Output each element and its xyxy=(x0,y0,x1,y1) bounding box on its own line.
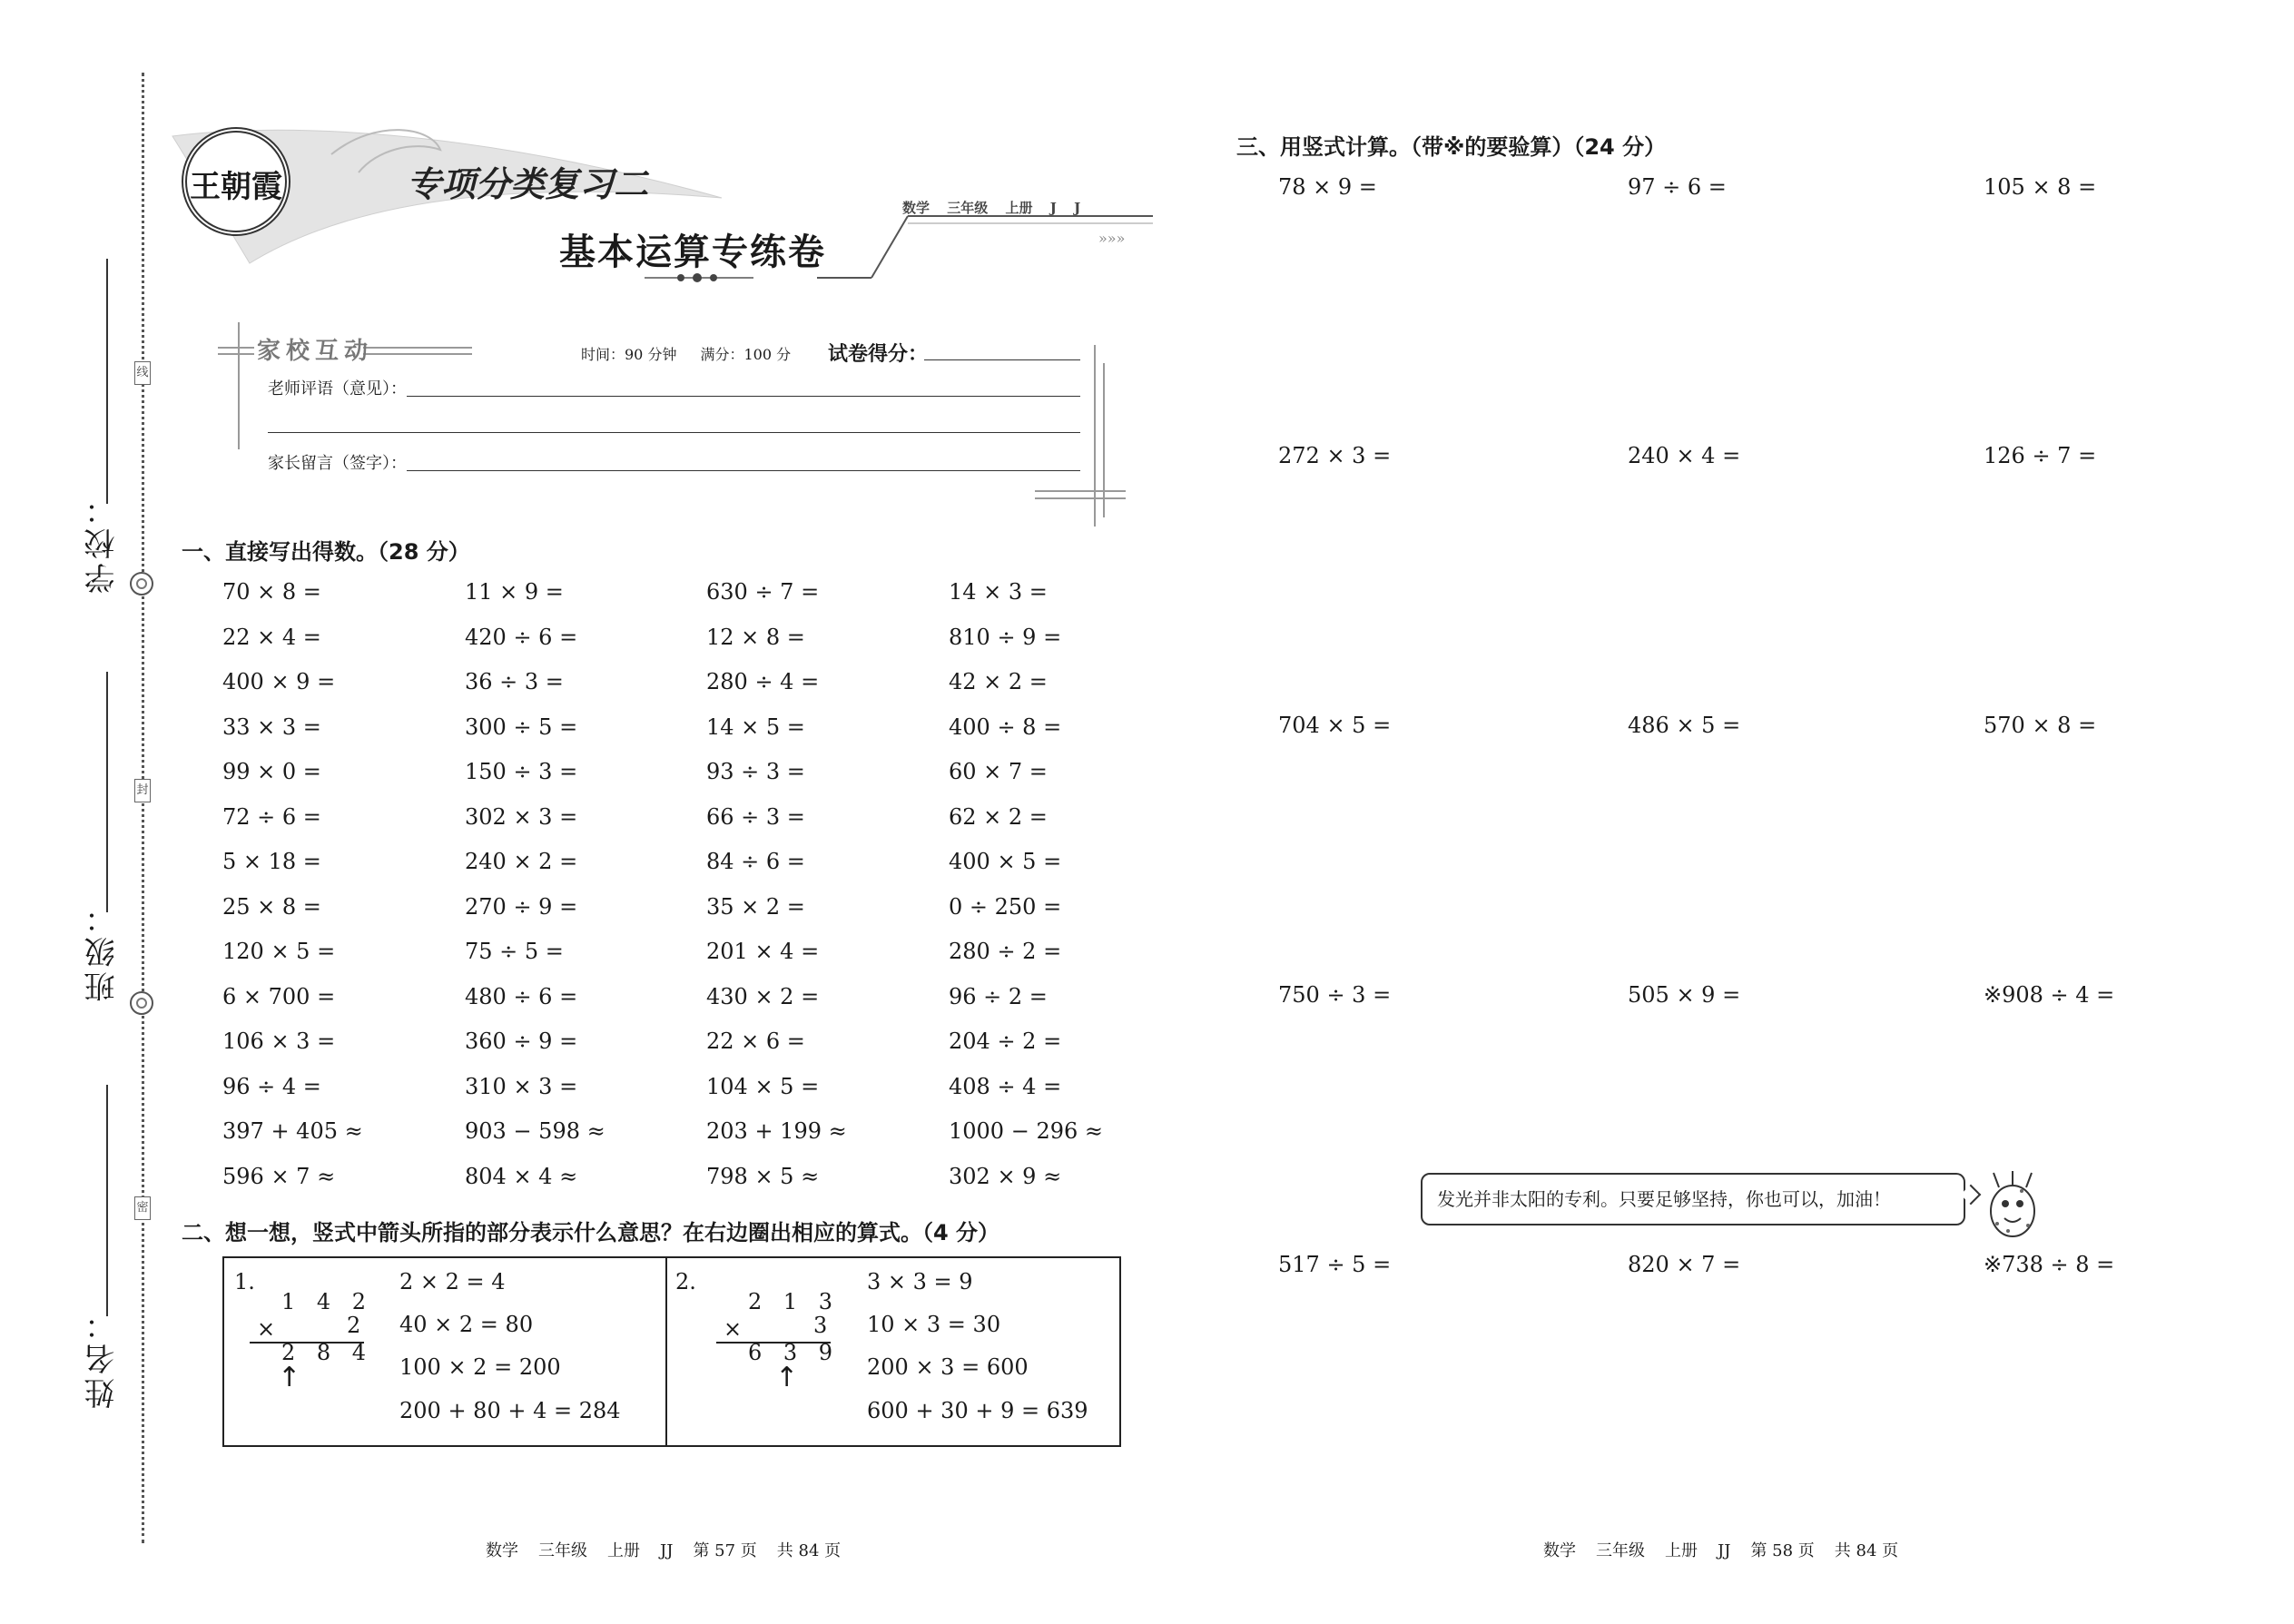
problem-item: 798 × 5 ≈ xyxy=(706,1164,820,1189)
score-label: 试卷得分： xyxy=(828,342,929,366)
parent-comment-blank[interactable] xyxy=(407,470,1080,471)
vertical-calc-problem: 78 × 9 = xyxy=(1278,174,1377,200)
problem2-number: 2. xyxy=(675,1269,696,1294)
problem-item: 35 × 2 = xyxy=(706,894,805,920)
problem-item: 1000 − 296 ≈ xyxy=(949,1118,1103,1144)
problem1-number: 1. xyxy=(234,1269,255,1294)
brand-logo xyxy=(182,127,290,236)
school-blank xyxy=(106,259,108,504)
problem1-multiplier: 2 xyxy=(347,1313,361,1338)
problem2-sign: × xyxy=(724,1316,743,1342)
logo-text: 王朝霞 xyxy=(190,169,282,205)
mascot-icon xyxy=(1981,1169,2044,1240)
problem-item: 280 ÷ 2 = xyxy=(949,939,1062,964)
problem-item: 480 ÷ 6 = xyxy=(465,984,578,1009)
problem-item: 203 + 199 ≈ xyxy=(706,1118,847,1144)
problem-item: 400 ÷ 8 = xyxy=(949,714,1062,740)
vertical-calc-problem: 126 ÷ 7 = xyxy=(1984,443,2097,468)
problem-item: 22 × 6 = xyxy=(706,1029,805,1054)
problem-item: 302 × 9 ≈ xyxy=(949,1164,1062,1189)
problem-item: 630 ÷ 7 = xyxy=(706,579,820,605)
problem-item: 99 × 0 = xyxy=(222,759,321,784)
problem2-multiplier: 3 xyxy=(813,1313,828,1338)
panel-rule xyxy=(1035,497,1126,499)
problem-item: 14 × 5 = xyxy=(706,714,805,740)
problem-item: 360 ÷ 9 = xyxy=(465,1029,578,1054)
problem-item: 12 × 8 = xyxy=(706,625,805,650)
problem-item: 72 ÷ 6 = xyxy=(222,804,321,830)
exam-info xyxy=(581,343,791,364)
problem1-multiplicand: 1 4 2 xyxy=(281,1289,374,1314)
subtitle: 专项分类复习二 xyxy=(407,163,649,204)
problem-item: 11 × 9 = xyxy=(465,579,564,605)
problem1-sign: × xyxy=(257,1316,276,1342)
problem-item: 810 ÷ 9 = xyxy=(949,625,1062,650)
problem2-arrow-icon: ↑ xyxy=(775,1362,799,1393)
section1-title: 一、直接写出得数。（28 分） xyxy=(182,539,470,565)
vertical-calc-problem: ※908 ÷ 4 = xyxy=(1984,982,2115,1008)
problem1-step-4[interactable]: 200 + 80 + 4 = 284 xyxy=(399,1398,621,1423)
meta-volume: 上册 xyxy=(1005,200,1033,216)
problem2-step-4[interactable]: 600 + 30 + 9 = 639 xyxy=(867,1398,1088,1423)
footer-page: 第 58 页 xyxy=(1750,1541,1815,1560)
vertical-calc-problem: 517 ÷ 5 = xyxy=(1278,1252,1392,1277)
problem-item: 106 × 3 = xyxy=(222,1029,336,1054)
meta-grade: 三年级 xyxy=(947,200,989,216)
vertical-calc-problem: 570 × 8 = xyxy=(1984,713,2097,738)
name-blank xyxy=(106,1085,108,1316)
problem1-product: 2 8 4 xyxy=(281,1340,374,1365)
problem-item: 280 ÷ 4 = xyxy=(706,669,820,694)
problem2-step-3[interactable]: 200 × 3 = 600 xyxy=(867,1354,1029,1380)
vertical-calc-problem: 704 × 5 = xyxy=(1278,713,1392,738)
panel-rule xyxy=(363,353,472,355)
footer-volume: 上册 xyxy=(607,1541,640,1560)
footer-volume: 上册 xyxy=(1665,1541,1698,1560)
score-blank[interactable] xyxy=(924,359,1080,360)
problem-item: 420 ÷ 6 = xyxy=(465,625,578,650)
footer-total: 共 84 页 xyxy=(1834,1541,1899,1560)
problem-item: 84 ÷ 6 = xyxy=(706,849,805,874)
problem-item: 310 × 3 = xyxy=(465,1074,578,1099)
vertical-calc-problem: 750 ÷ 3 = xyxy=(1278,982,1392,1008)
name-label: 姓名： xyxy=(84,1305,121,1409)
panel-rule xyxy=(1094,345,1096,527)
problem-item: 150 ÷ 3 = xyxy=(465,759,578,784)
problem-item: 596 × 7 ≈ xyxy=(222,1164,336,1189)
problem-item: 201 × 4 = xyxy=(706,939,820,964)
teacher-comment-blank-2[interactable] xyxy=(268,432,1080,433)
problem-item: 60 × 7 = xyxy=(949,759,1048,784)
class-blank xyxy=(106,672,108,912)
problem-item: 70 × 8 = xyxy=(222,579,321,605)
section2-divider xyxy=(665,1256,667,1447)
footer-page: 第 57 页 xyxy=(693,1541,757,1560)
teacher-comment-label: 老师评语（意见）： xyxy=(268,379,407,399)
panel-rule xyxy=(1035,490,1126,492)
problem2-step-2[interactable]: 10 × 3 = 30 xyxy=(867,1312,1001,1337)
footer-total: 共 84 页 xyxy=(776,1541,842,1560)
footer-grade: 三年级 xyxy=(538,1541,587,1560)
problem2-step-1[interactable]: 3 × 3 = 9 xyxy=(867,1269,973,1294)
parent-comment-label: 家长留言（签字）： xyxy=(268,454,407,473)
problem-item: 36 ÷ 3 = xyxy=(465,669,564,694)
page-title: 基本运算专练卷 xyxy=(559,231,826,273)
panel-rule xyxy=(238,322,240,449)
vertical-calc-problem: 97 ÷ 6 = xyxy=(1628,174,1727,200)
panel-rule xyxy=(363,347,472,349)
svg-text:»»»: »»» xyxy=(1098,230,1126,247)
meta-edition: J J xyxy=(1049,200,1081,216)
problem-item: 42 × 2 = xyxy=(949,669,1048,694)
problem-item: 240 × 2 = xyxy=(465,849,578,874)
problem-item: 397 + 405 ≈ xyxy=(222,1118,363,1144)
footer-edition: JJ xyxy=(1718,1541,1731,1560)
vertical-calc-problem: 105 × 8 = xyxy=(1984,174,2097,200)
binding-dotted-line xyxy=(142,73,144,1543)
problem1-step-2[interactable]: 40 × 2 = 80 xyxy=(399,1312,534,1337)
problem-item: 96 ÷ 2 = xyxy=(949,984,1048,1009)
panel-label: 家校互动 xyxy=(257,338,374,365)
meta-strip xyxy=(902,198,1080,217)
problem-item: 903 − 598 ≈ xyxy=(465,1118,605,1144)
problem-item: 400 × 9 = xyxy=(222,669,336,694)
problem-item: 104 × 5 = xyxy=(706,1074,820,1099)
problem-item: 302 × 3 = xyxy=(465,804,578,830)
vertical-calc-problem: 820 × 7 = xyxy=(1628,1252,1741,1277)
problem2-multiplicand: 2 1 3 xyxy=(748,1289,841,1314)
problem1-step-1[interactable]: 2 × 2 = 4 xyxy=(399,1269,506,1294)
problem1-step-3[interactable]: 100 × 2 = 200 xyxy=(399,1354,561,1380)
problem-item: 62 × 2 = xyxy=(949,804,1048,830)
problem-item: 33 × 3 = xyxy=(222,714,321,740)
problem-item: 75 ÷ 5 = xyxy=(465,939,564,964)
vertical-calc-problem: 272 × 3 = xyxy=(1278,443,1392,468)
seal-mark-secret: 密 xyxy=(134,1196,151,1220)
binding-ring xyxy=(130,991,153,1015)
footer-left xyxy=(486,1538,861,1561)
encouragement-bubble: 发光并非太阳的专利。只要足够坚持，你也可以，加油！ xyxy=(1421,1173,1965,1225)
meta-subject: 数学 xyxy=(902,200,930,216)
footer-subject: 数学 xyxy=(486,1541,518,1560)
school-label: 学校： xyxy=(84,490,121,594)
dots-decoration xyxy=(645,272,753,283)
footer-subject: 数学 xyxy=(1543,1541,1576,1560)
problem-item: 804 × 4 ≈ xyxy=(465,1164,578,1189)
class-label: 班级： xyxy=(84,899,121,1002)
problem-item: 430 × 2 = xyxy=(706,984,820,1009)
problem-item: 270 ÷ 9 = xyxy=(465,894,578,920)
vertical-calc-problem: ※738 ÷ 8 = xyxy=(1984,1252,2115,1277)
binding-ring xyxy=(130,572,153,595)
panel-rule xyxy=(1103,363,1105,517)
section3-title: 三、用竖式计算。（带※的要验算）（24 分） xyxy=(1236,134,1667,160)
footer-right xyxy=(1543,1538,1918,1561)
problem1-arrow-icon: ↑ xyxy=(278,1362,301,1393)
problem-item: 408 ÷ 4 = xyxy=(949,1074,1062,1099)
section2-title: 二、想一想，竖式中箭头所指的部分表示什么意思？在右边圈出相应的算式。（4 分） xyxy=(182,1220,1000,1245)
problem-item: 96 ÷ 4 = xyxy=(222,1074,321,1099)
problem2-product: 6 3 9 xyxy=(748,1340,841,1365)
exam-full-score: 满分：100 分 xyxy=(700,346,792,363)
teacher-comment-blank[interactable] xyxy=(407,396,1080,397)
panel-rule xyxy=(218,353,254,355)
problem-item: 6 × 700 = xyxy=(222,984,336,1009)
problem-item: 14 × 3 = xyxy=(949,579,1048,605)
vertical-calc-problem: 240 × 4 = xyxy=(1628,443,1741,468)
footer-edition: JJ xyxy=(660,1541,674,1560)
problem-item: 25 × 8 = xyxy=(222,894,321,920)
problem-item: 300 ÷ 5 = xyxy=(465,714,578,740)
problem-item: 22 × 4 = xyxy=(222,625,321,650)
seal-mark-line: 线 xyxy=(134,361,151,385)
footer-grade: 三年级 xyxy=(1596,1541,1645,1560)
vertical-calc-problem: 505 × 9 = xyxy=(1628,982,1741,1008)
problem-item: 120 × 5 = xyxy=(222,939,336,964)
problem-item: 204 ÷ 2 = xyxy=(949,1029,1062,1054)
vertical-calc-problem: 486 × 5 = xyxy=(1628,713,1741,738)
panel-rule xyxy=(218,347,254,349)
problem-item: 400 × 5 = xyxy=(949,849,1062,874)
seal-mark-seal: 封 xyxy=(134,779,151,802)
exam-time: 时间：90 分钟 xyxy=(581,346,677,363)
problem-item: 66 ÷ 3 = xyxy=(706,804,805,830)
problem-item: 0 ÷ 250 = xyxy=(949,894,1062,920)
problem-item: 93 ÷ 3 = xyxy=(706,759,805,784)
problem-item: 5 × 18 = xyxy=(222,849,321,874)
